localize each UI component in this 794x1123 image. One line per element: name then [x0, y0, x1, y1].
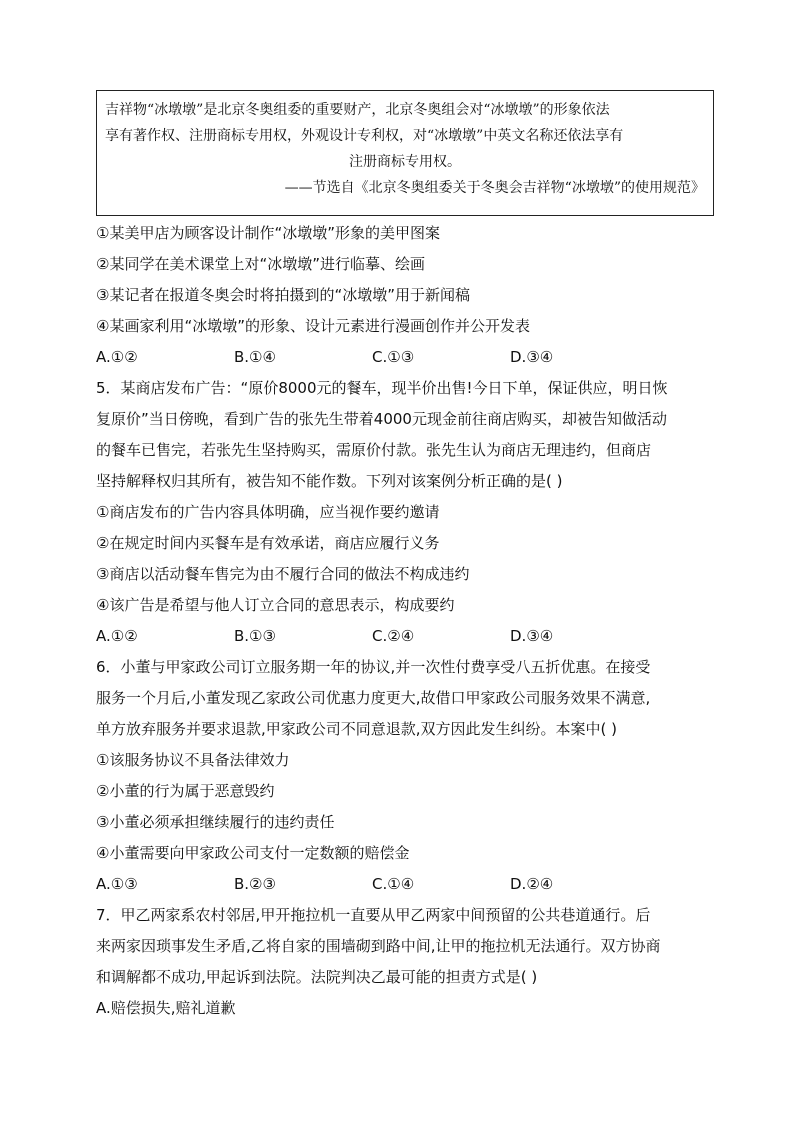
q4-choice-d: D.③④: [510, 348, 554, 366]
q5-stem-2: 复原价”当日傍晚，看到广告的张先生带着4000元现金前往商店购买，却被告知做活动: [96, 410, 667, 428]
q5-choice-a: A.①②: [96, 627, 138, 645]
quote-line-3: 注册商标专用权。: [349, 154, 461, 170]
q6-option-2: ②小董的行为属于恶意毁约: [96, 782, 275, 800]
q4-choice-c: C.①③: [372, 348, 415, 366]
q5-choice-d: D.③④: [510, 627, 554, 645]
q7-stem-1: 7．甲乙两家系农村邻居,甲开拖拉机一直要从甲乙两家中间预留的公共巷道通行。后: [96, 906, 651, 924]
q7-stem-2: 来两家因琐事发生矛盾,乙将自家的围墙砌到路中间,让甲的拖拉机无法通行。双方协商: [96, 937, 661, 955]
q6-option-1: ①该服务协议不具备法律效力: [96, 751, 290, 769]
q4-option-2: ②某同学在美术课堂上对“冰墩墩”进行临摹、绘画: [96, 255, 425, 273]
q4-choice-a: A.①②: [96, 348, 138, 366]
q5-choice-c: C.②④: [372, 627, 415, 645]
q5-option-4: ④该广告是希望与他人订立合同的意思表示，构成要约: [96, 596, 455, 614]
q5-choices: [96, 625, 706, 647]
q5-option-2: ②在规定时间内买餐车是有效承诺，商店应履行义务: [96, 534, 440, 552]
q6-stem-3: 单方放弃服务并要求退款,甲家政公司不同意退款,双方因此发生纠纷。本案中( ): [96, 720, 618, 738]
q5-stem-3: 的餐车已售完，若张先生坚持购买，需原价付款。张先生认为商店无理违约，但商店: [96, 441, 652, 459]
q5-stem-4: 坚持解释权归其所有，被告知不能作数。下列对该案例分析正确的是( ): [96, 472, 563, 490]
q4-option-3: ③某记者在报道冬奥会时将拍摄到的“冰墩墩”用于新闻稿: [96, 286, 470, 304]
q5-option-3: ③商店以活动餐车售完为由不履行合同的做法不构成违约: [96, 565, 470, 583]
q5-option-1: ①商店发布的广告内容具体明确，应当视作要约邀请: [96, 503, 440, 521]
quote-box: [96, 90, 714, 216]
q4-option-4: ④某画家利用“冰墩墩”的形象、设计元素进行漫画创作并公开发表: [96, 317, 530, 335]
q4-choice-b: B.①④: [234, 348, 276, 366]
q6-stem-2: 服务一个月后,小董发现乙家政公司优惠力度更大,故借口甲家政公司服务效果不满意,: [96, 689, 651, 707]
q6-choice-d: D.②④: [510, 875, 554, 893]
q5-choice-b: B.①③: [234, 627, 276, 645]
q7-choice-a: A.赔偿损失,赔礼道歉: [96, 999, 236, 1017]
quote-line-2: 享有著作权、注册商标专用权，外观设计专利权，对“冰墩墩”中英文名称还依法享有: [105, 128, 624, 144]
q4-choices: [96, 346, 706, 368]
q6-choices: [96, 873, 706, 895]
q6-choice-a: A.①③: [96, 875, 138, 893]
q6-stem-1: 6．小董与甲家政公司订立服务期一年的协议,并一次性付费享受八五折优惠。在接受: [96, 658, 651, 676]
q6-choice-c: C.①④: [372, 875, 415, 893]
quote-line-1: 吉祥物“冰墩墩”是北京冬奥组委的重要财产，北京冬奥组会对“冰墩墩”的形象依法: [105, 102, 610, 118]
q6-choice-b: B.②③: [234, 875, 276, 893]
q6-option-4: ④小董需要向甲家政公司支付一定数额的赔偿金: [96, 844, 410, 862]
q6-option-3: ③小董必须承担继续履行的违约责任: [96, 813, 335, 831]
q5-stem-1: 5．某商店发布广告：“原价8000元的餐车，现半价出售!今日下单，保证供应，明日恢: [96, 379, 668, 397]
quote-source: ——节选自《北京冬奥组委关于冬奥会吉祥物“冰墩墩”的使用规范》: [284, 180, 705, 196]
q7-stem-3: 和调解都不成功,甲起诉到法院。法院判决乙最可能的担责方式是( ): [96, 968, 538, 986]
q4-option-1: ①某美甲店为顾客设计制作“冰墩墩”形象的美甲图案: [96, 224, 440, 242]
